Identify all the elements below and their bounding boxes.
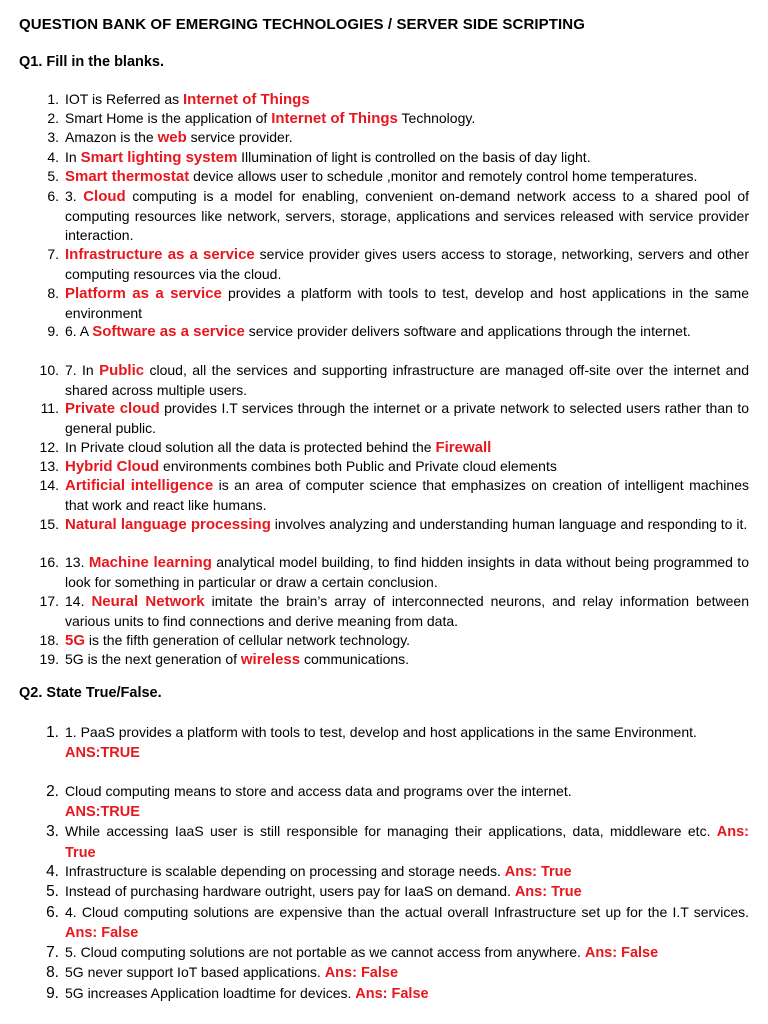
item-text-after: device allows user to schedule ,monitor and remotely control home temperatures. (189, 168, 698, 184)
item-text (65, 187, 749, 246)
q2-item (19, 963, 749, 984)
item-number: 6. (47, 188, 59, 204)
item-number: 3. (46, 823, 59, 840)
item-text (65, 457, 749, 477)
q2-item (19, 903, 749, 943)
q1-item (19, 187, 749, 246)
item-text-before: 13. (65, 554, 89, 570)
item-text (65, 322, 749, 342)
item-text (65, 361, 749, 400)
item-text (65, 476, 749, 515)
blank-answer: Natural language processing (65, 516, 271, 533)
item-number: 18. (39, 632, 59, 648)
item-number: 17. (39, 593, 59, 609)
item-text-before: IOT is Referred as (65, 91, 184, 107)
q1-item (19, 167, 749, 187)
item-number: 3. (47, 129, 59, 145)
item-number: 12. (39, 439, 59, 455)
item-text-before: 7. In (65, 362, 100, 378)
item-text-after: is an area of computer science that emphasizes on creation of intelligent machines that work and react like humans. (65, 477, 749, 513)
true-false-answer: Ans: True (514, 884, 582, 900)
q1-heading: Q1. Fill in the blanks. (19, 54, 165, 70)
q1-item (19, 109, 749, 129)
true-false-answer: Ans: False (355, 986, 429, 1002)
statement-text: Cloud computing means to store and access data and programs over the internet. (65, 783, 572, 799)
item-text (65, 90, 749, 110)
item-text (65, 438, 749, 458)
blank-answer: Smart thermostat (65, 168, 190, 185)
item-text-after: Illumination of light is controlled on the basis of day light. (237, 149, 591, 165)
item-text (65, 650, 749, 670)
item-text (65, 882, 749, 903)
true-false-answer: Ans: False (324, 965, 399, 981)
item-text-after: analytical model building, to find hidden insights in data without being programmed to look for something in particular or draw a certain conclusion. (65, 554, 749, 590)
item-number: 14. (39, 477, 59, 493)
item-number: 9. (46, 985, 59, 1002)
item-text (65, 592, 749, 631)
q1-item (19, 592, 749, 631)
item-text (65, 148, 749, 168)
q2-heading: Q2. State True/False. (19, 685, 162, 701)
blank-answer: Public (99, 362, 145, 379)
true-false-answer: ANS:TRUE (65, 803, 140, 820)
item-text-after: service provider gives users access to storage, networking, servers and other computing resources via the cloud. (65, 246, 749, 282)
item-number: 11. (40, 400, 59, 416)
q2-item (19, 882, 749, 903)
item-text (65, 515, 749, 535)
q1-item (19, 128, 749, 148)
item-text-before: 6. A (65, 323, 93, 339)
item-text-after: imitate the brain’s array of interconnected neurons, and relay information between various units to find connections and derive meaning from data. (65, 593, 749, 629)
statement-text: 5. Cloud computing solutions are not portable as we cannot access from anywhere. (65, 944, 585, 960)
item-text (65, 943, 749, 964)
item-text-after: is the fifth generation of cellular network technology. (85, 632, 411, 648)
q1-item (19, 245, 749, 284)
blank-answer: Hybrid Cloud (65, 458, 160, 475)
item-text (65, 553, 749, 592)
item-text (65, 245, 749, 284)
q1-item (19, 631, 749, 651)
item-number: 8. (46, 964, 59, 981)
item-text (65, 822, 749, 863)
blank-answer: Internet of Things (271, 110, 398, 127)
true-false-answer: Ans: True (65, 824, 749, 861)
blank-answer: Software as a service (92, 323, 245, 340)
item-number: 5. (46, 883, 59, 900)
q2-item (19, 822, 749, 863)
item-text-before: Amazon is the (65, 129, 158, 145)
blank-answer: Infrastructure as a service (65, 246, 255, 263)
blank-answer: Cloud (83, 188, 126, 205)
statement-text: 4. Cloud computing solutions are expensive than the actual overall Infrastructure set up for the I.T services. (65, 904, 749, 920)
item-text-after: environments combines both Public and Private cloud elements (159, 458, 557, 474)
item-text (65, 284, 749, 323)
item-number: 4. (46, 863, 59, 880)
blank-answer: Private cloud (65, 400, 160, 417)
blank-answer: Neural Network (91, 593, 205, 610)
statement-text: 5G increases Application loadtime for devices. (65, 985, 356, 1001)
item-text-before: Smart Home is the application of (65, 110, 272, 126)
item-number: 7. (47, 246, 59, 262)
q1-item (19, 361, 749, 400)
item-text-after: provides a platform with tools to test, develop and host applications in the same environment (65, 285, 749, 321)
blank-answer: 5G (65, 632, 86, 649)
page-title: QUESTION BANK OF EMERGING TECHNOLOGIES / SERVER SIDE SCRIPTING (19, 16, 585, 33)
item-text-before: In Private cloud solution all the data is protected behind the (65, 439, 436, 455)
item-text-before: 14. (65, 593, 92, 609)
item-text (65, 862, 749, 883)
q1-item (19, 322, 749, 342)
true-false-answer: Ans: True (504, 864, 572, 880)
item-text-after: involves analyzing and understanding human language and responding to it. (270, 516, 748, 532)
item-text (65, 984, 749, 1005)
blank-answer: Platform as a service (65, 285, 222, 302)
blank-answer: Machine learning (88, 554, 212, 571)
q1-item (19, 399, 749, 438)
item-text-after: communications. (300, 651, 410, 667)
blank-answer: Internet of Things (183, 91, 310, 108)
item-number: 9. (47, 323, 59, 339)
item-text-before: 5G is the next generation of (65, 651, 241, 667)
q1-item (19, 476, 749, 515)
item-text (65, 903, 749, 943)
statement-text: 1. PaaS provides a platform with tools to test, develop and host applications in the same Environment. (65, 724, 697, 740)
item-text-before: In (65, 149, 81, 165)
blank-answer: Firewall (435, 439, 492, 456)
true-false-answer: ANS:TRUE (65, 744, 140, 761)
q1-item (19, 90, 749, 110)
statement-text: Infrastructure is scalable depending on processing and storage needs. (65, 863, 505, 879)
q2-item (19, 782, 749, 822)
item-text (65, 128, 749, 148)
item-number: 2. (47, 110, 59, 126)
item-number: 10. (39, 362, 59, 378)
q1-item (19, 553, 749, 592)
item-number: 4. (47, 149, 59, 165)
blank-answer: Smart lighting system (80, 149, 238, 166)
item-number: 19. (39, 651, 59, 667)
q2-item (19, 862, 749, 883)
statement-text: Instead of purchasing hardware outright, users pay for IaaS on demand. (65, 883, 515, 899)
item-text-before: 3. (65, 188, 84, 204)
blank-answer: wireless (240, 651, 301, 668)
item-text (65, 782, 749, 822)
item-number: 15. (39, 516, 59, 532)
q2-item (19, 723, 749, 763)
blank-answer: web (157, 129, 187, 146)
item-text (65, 631, 749, 651)
q2-item (19, 943, 749, 964)
q1-item (19, 650, 749, 670)
q1-item (19, 284, 749, 323)
item-text-after: provides I.T services through the internet or a private network to selected users rather than to general public. (65, 400, 749, 436)
item-number: 1. (47, 91, 59, 107)
item-text-after: service provider delivers software and applications through the internet. (244, 323, 691, 339)
item-number: 1. (46, 724, 59, 741)
item-text (65, 963, 749, 984)
item-number: 8. (47, 285, 59, 301)
statement-text: 5G never support IoT based applications. (65, 964, 325, 980)
q2-item (19, 984, 749, 1005)
q1-item (19, 148, 749, 168)
true-false-answer: Ans: False (65, 924, 139, 941)
item-text-after: Technology. (397, 110, 476, 126)
statement-text: While accessing IaaS user is still responsible for managing their applications, data, middleware etc. (65, 823, 717, 839)
item-number: 6. (46, 904, 59, 921)
item-number: 13. (39, 458, 59, 474)
true-false-answer: Ans: False (584, 945, 659, 961)
q1-item (19, 438, 749, 458)
item-number: 2. (46, 783, 59, 800)
item-text (65, 167, 749, 187)
q1-item (19, 515, 749, 535)
item-text (65, 723, 749, 763)
item-number: 5. (47, 168, 59, 184)
item-text (65, 109, 749, 129)
item-text-after: computing is a model for enabling, convenient on-demand network access to a shared pool of computing resources like network, servers, storage, applications and services released with service provider interaction. (65, 188, 749, 243)
item-number: 7. (46, 944, 59, 961)
item-text (65, 399, 749, 438)
blank-answer: Artificial intelligence (65, 477, 214, 494)
item-text-after: cloud, all the services and supporting infrastructure are managed off-site over the internet and shared across multiple users. (65, 362, 749, 398)
item-number: 16. (39, 554, 59, 570)
item-text-after: service provider. (186, 129, 293, 145)
q1-item (19, 457, 749, 477)
